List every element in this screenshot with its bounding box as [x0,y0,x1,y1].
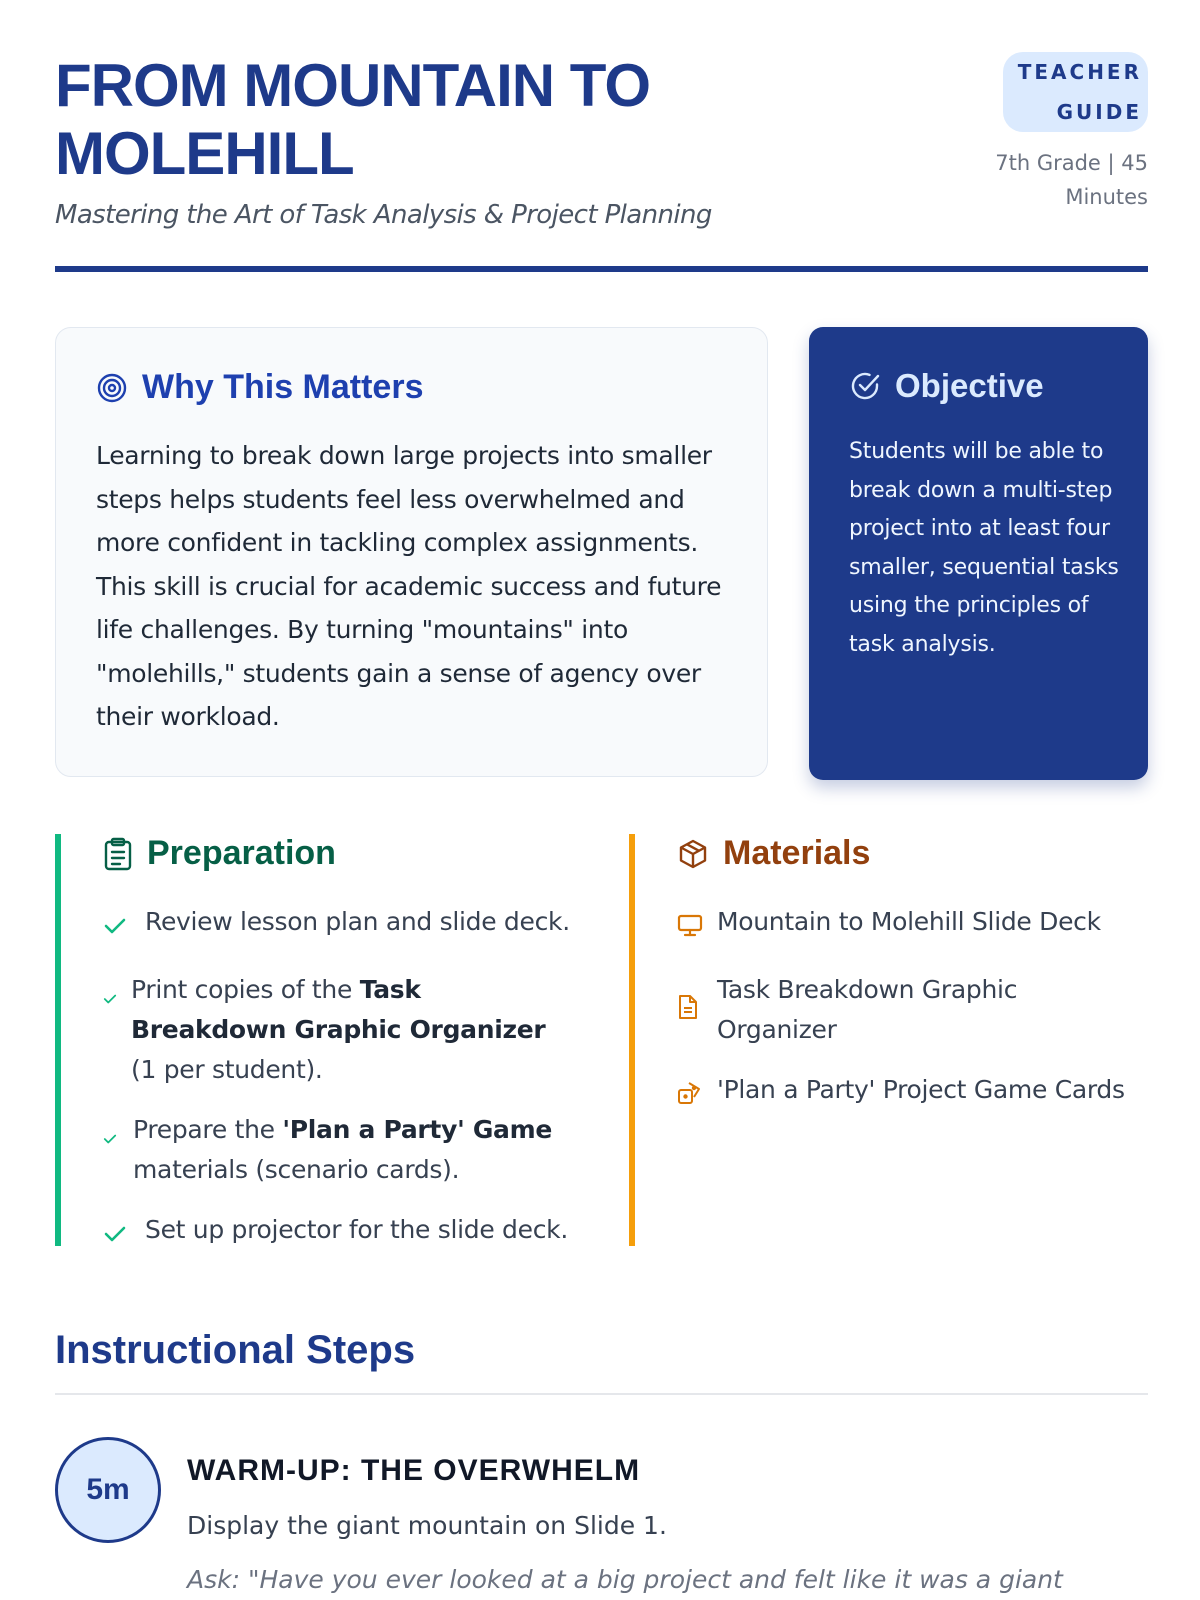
materials-title: Materials [723,834,871,872]
step-title: WARM-UP: THE OVERWHELM [187,1454,641,1487]
package-icon [677,838,709,870]
clipboard-icon [103,837,133,871]
preparation-item: Print copies of the Task Breakdown Graphic Organizer (1 per student). [103,970,603,1090]
objective-header [849,367,1044,405]
materials-section [629,834,1154,1246]
page-title: FROM MOUNTAIN TO MOLEHILL [55,52,651,187]
why-text: Learning to break down large projects into smaller steps helps students feel less overwhelmed and more confident in tackling complex assignments. This skill is crucial for academic success and future life challenges. By turning "mountains" into "molehills," students gain a sense of agency over their workload. [96,441,722,731]
header [55,52,1148,242]
check-icon [103,910,145,950]
objective-title: Objective [895,367,1044,404]
preparation-section [55,834,606,1246]
preparation-title: Preparation [147,834,336,872]
objective-card [809,327,1148,780]
objective-text: Students will be able to break down a multi-step project into at least four smaller, sequential tasks using the principles of task analysis. [849,439,1119,657]
teacher-guide-badge: TEACHER GUIDE [1003,52,1148,132]
check-icon [103,978,131,1018]
page-subtitle: Mastering the Art of Task Analysis & Project Planning [55,200,712,230]
preparation-list [103,902,603,1278]
material-item: Task Breakdown Graphic Organizer [677,970,1147,1050]
step-text: Display the giant mountain on Slide 1. [187,1511,667,1540]
preparation-item: Prepare the 'Plan a Party' Game materials (scenario cards). [103,1110,603,1190]
why-card [55,327,768,777]
preparation-item: Review lesson plan and slide deck. [103,902,603,950]
check-icon [103,1118,133,1158]
preparation-item: Set up projector for the slide deck. [103,1210,603,1258]
monitor-icon [677,910,717,950]
check-icon [103,1218,145,1258]
check-circle-icon [849,370,881,402]
grade-duration-meta: 7th Grade | 45 Minutes [995,151,1148,209]
why-header [96,368,423,407]
steps-divider [55,1393,1148,1395]
dice-icon [677,1078,717,1118]
step-duration-badge: 5m [55,1437,161,1543]
materials-list [677,902,1147,1138]
preparation-header [103,834,336,873]
materials-header [677,834,870,873]
header-divider [55,266,1148,272]
steps-title: Instructional Steps [55,1328,416,1372]
file-text-icon [677,992,717,1032]
why-title: Why This Matters [142,368,424,406]
step-ask: Ask: "Have you ever looked at a big project and felt like it was a giant [187,1565,1063,1594]
material-item: Mountain to Molehill Slide Deck [677,902,1147,950]
material-item: 'Plan a Party' Project Game Cards [677,1070,1147,1118]
target-icon [96,372,128,404]
